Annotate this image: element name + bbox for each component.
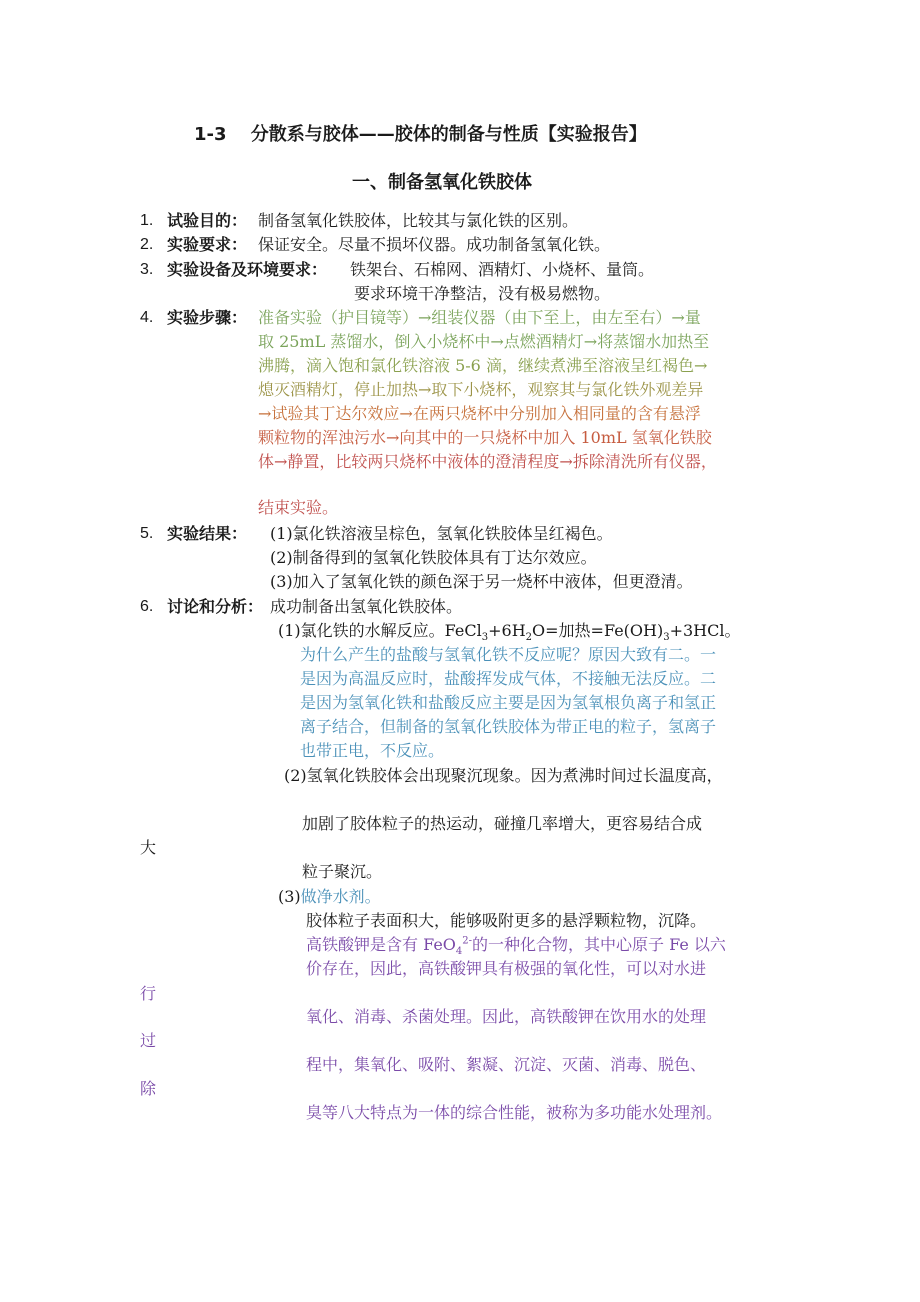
step-line: 结束实验。 — [258, 498, 339, 517]
document-title: 1-3 分散系与胶体——胶体的制备与性质【实验报告】 — [194, 124, 647, 145]
item-number: 3. — [140, 261, 154, 278]
item-label: 实验结果： — [167, 524, 248, 543]
result-line: (1)氯化铁溶液呈棕色，氢氧化铁胶体呈红褐色。 — [270, 524, 613, 543]
step-line: →试验其丁达尔效应→在两只烧杯中分别加入相同量的含有悬浮 — [258, 404, 701, 423]
item-text: 成功制备出氢氧化铁胶体。 — [270, 597, 463, 616]
step-line: 取 25mL 蒸馏水，倒入小烧杯中→点燃酒精灯→将蒸馏水加热至 — [258, 332, 710, 351]
explanation-line: 是因为高温反应时，盐酸挥发成气体，不接触无法反应。二 — [300, 669, 717, 688]
ferrate-line: 氧化、消毒、杀菌处理。因此，高铁酸钾在饮用水的处理 — [306, 1007, 707, 1026]
result-line: (3)加入了氢氧化铁的颜色深于另一烧杯中液体，但更澄清。 — [270, 572, 693, 591]
ferrate-line: 程中，集氧化、吸附、絮凝、沉淀、灭菌、消毒、脱色、 — [306, 1055, 707, 1074]
explanation-line: 离子结合，但制备的氢氧化铁胶体为带正电的粒子，氢离子 — [300, 717, 717, 736]
item-text: 铁架台、石棉网、酒精灯、小烧杯、量筒。 — [350, 260, 655, 279]
step-line: 熄灭酒精灯，停止加热→取下小烧杯，观察其与氯化铁外观差异 — [258, 380, 704, 399]
hydrolysis-equation: (1)氯化铁的水解反应。$FeCl_3+6H_2O=$加热$=Fe(OH)_3+3HCl$。 — [278, 621, 741, 644]
item-number: 1. — [140, 212, 154, 229]
item-number: 5. — [140, 525, 154, 542]
item-label: 试验目的： — [167, 211, 248, 230]
explanation-line: 为什么产生的盐酸与氢氧化铁不反应呢？原因大致有二。一 — [300, 645, 717, 664]
step-line: 颗粒物的浑浊污水→向其中的一只烧杯中加入 10mL 氢氧化铁胶 — [258, 428, 712, 447]
explanation-line: 也带正电，不反应。 — [300, 741, 445, 760]
coagulation-line: (2)氢氧化铁胶体会出现聚沉现象。因为煮沸时间过长温度高， — [284, 766, 723, 785]
item-text: 保证安全。尽量不损坏仪器。成功制备氢氧化铁。 — [258, 235, 611, 254]
explanation-line: 是因为氢氧化铁和盐酸反应主要是因为氢氧根负离子和氢正 — [300, 693, 717, 712]
wrapped-character: 大 — [140, 838, 157, 857]
adsorption-line: 胶体粒子表面积大，能够吸附更多的悬浮颗粒物，沉降。 — [306, 911, 707, 930]
wrapped-character: 除 — [140, 1079, 157, 1098]
item-text: 制备氢氧化铁胶体，比较其与氯化铁的区别。 — [258, 211, 579, 230]
item-number: 4. — [140, 309, 154, 326]
item-label: 实验步骤： — [167, 308, 248, 327]
item-label: 实验要求： — [167, 235, 248, 254]
step-line: 体→静置，比较两只烧杯中液体的澄清程度→拆除清洗所有仪器， — [258, 452, 717, 471]
item-label: 讨论和分析： — [167, 597, 264, 616]
result-line: (2)制备得到的氢氧化铁胶体具有丁达尔效应。 — [270, 548, 597, 567]
wrapped-character: 过 — [140, 1031, 157, 1050]
item-number: 6. — [140, 598, 154, 615]
ferrate-line: 臭等八大特点为一体的综合性能，被称为多功能水处理剂。 — [306, 1103, 723, 1122]
coagulation-line: 加剧了胶体粒子的热运动，碰撞几率增大，更容易结合成 — [302, 814, 703, 833]
item-label: 实验设备及环境要求： — [167, 260, 328, 279]
ferrate-line: 高铁酸钾是含有 FeO$_4^{2-}$的一种化合物，其中心原子 Fe 以六 — [306, 935, 726, 958]
purifier-heading: (3)做净水剂。 — [278, 887, 381, 906]
step-line: 准备实验（护目镜等）→组装仪器（由下至上，由左至右）→量 — [258, 308, 701, 327]
step-line: 沸腾，滴入饱和氯化铁溶液 5-6 滴，继续煮沸至溶液呈红褐色→ — [258, 356, 708, 375]
coagulation-line: 粒子聚沉。 — [302, 862, 383, 881]
item-text-continued: 要求环境干净整洁，没有极易燃物。 — [354, 284, 611, 303]
wrapped-character: 行 — [140, 984, 157, 1003]
section-heading: 一、制备氢氧化铁胶体 — [352, 172, 532, 193]
ferrate-line: 价存在，因此，高铁酸钾具有极强的氧化性，可以对水进 — [306, 959, 707, 978]
item-number: 2. — [140, 236, 154, 253]
